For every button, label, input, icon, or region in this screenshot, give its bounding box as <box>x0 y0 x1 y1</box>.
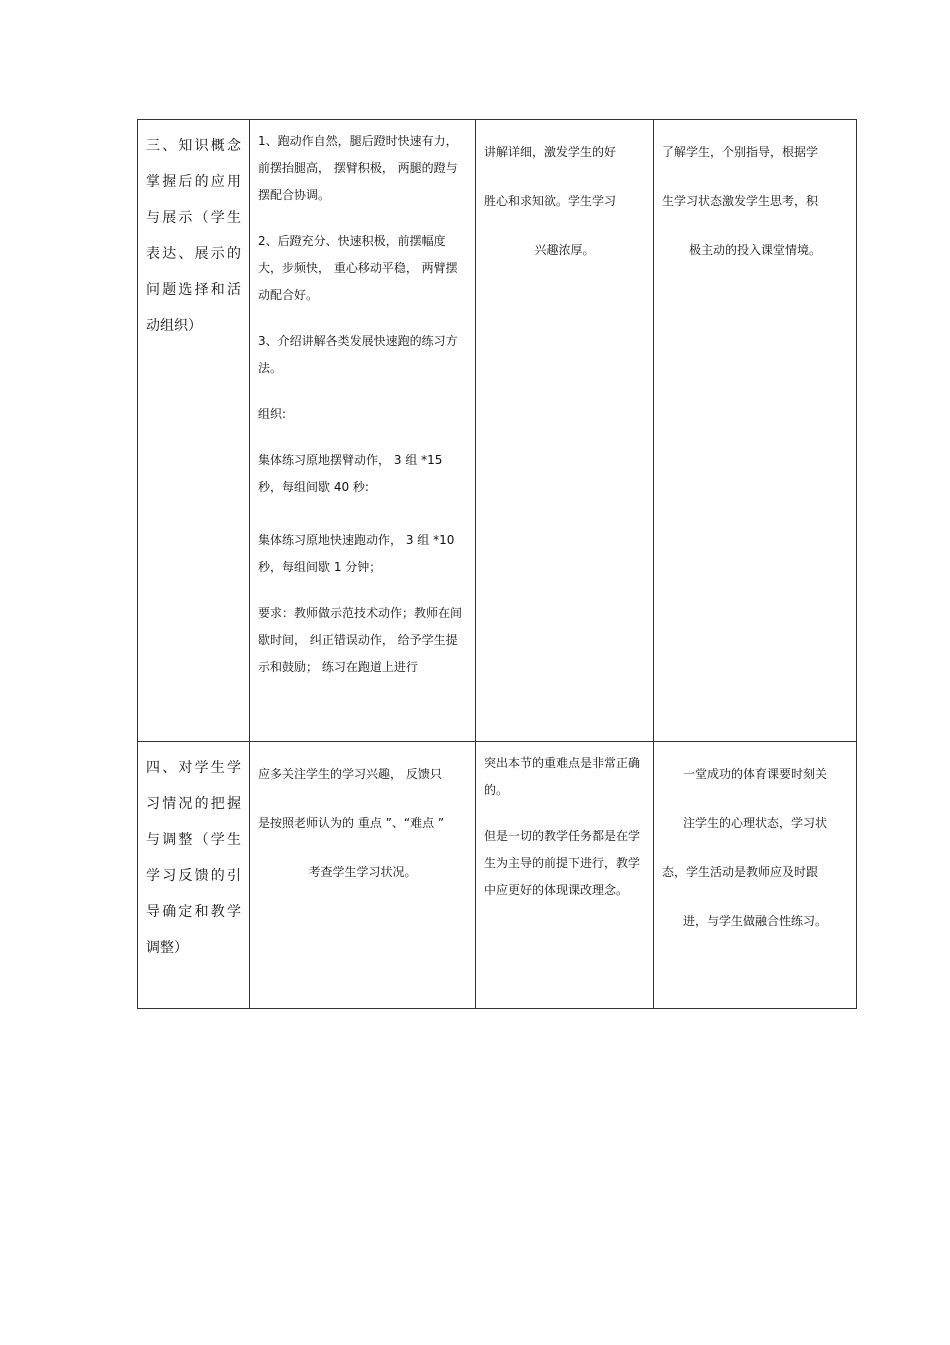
row3-content-p4: 组织: <box>258 407 287 421</box>
row4-teacher-cell <box>476 742 654 1009</box>
row3-intent-line2: 生学习状态激发学生思考，积 <box>662 194 819 208</box>
row4-intent-line2: 注学生的心理状态，学习状 <box>682 816 827 830</box>
row4-content-line1: 应多关注学生的学习兴趣， 反馈只 <box>258 767 442 781</box>
row4-teacher-p2: 但是一切的教学任务都是在学生为主导的前提下进行，教学中应更好的体现课改理念。 <box>484 829 641 897</box>
row4-content-cell <box>250 742 476 1009</box>
row3-label-cell <box>138 120 250 742</box>
row4-content-line2: 是按照老师认为的 重点 ”、“难点 ” <box>258 816 445 830</box>
row4-teacher-p1: 突出本节的重难点是非常正确的。 <box>484 756 641 797</box>
row3-teacher-cell <box>476 120 654 742</box>
table-row <box>138 742 857 1009</box>
row3-teacher-line2: 胜心和求知欲。学生学习 <box>484 194 617 208</box>
row3-intent-line1: 了解学生，个别指导，根据学 <box>662 145 819 159</box>
row3-content-cell <box>250 120 476 742</box>
row4-label: 四、对学生学习情况的把握与调整（学生学习反馈的引导确定和教学调整） <box>146 760 241 956</box>
row3-content-p2: 2、后蹬充分、快速积极，前摆幅度大，步频快， 重心移动平稳， 两臂摆动配合好。 <box>258 234 458 302</box>
row3-label: 三、知识概念掌握后的应用与展示（学生表达、展示的问题选择和活动组织） <box>146 138 241 334</box>
table-row <box>138 120 857 742</box>
row4-label-cell <box>138 742 250 1009</box>
row4-intent-line3: 态，学生活动是教师应及时跟 <box>662 865 819 879</box>
row3-teacher-line1: 讲解详细，激发学生的好 <box>484 145 617 159</box>
lesson-plan-table <box>137 119 857 1009</box>
row4-intent-line1: 一堂成功的体育课要时刻关 <box>682 767 827 781</box>
row3-content-p5: 集体练习原地摆臂动作， 3 组 *15 秒，每组间歇 40 秒: <box>258 453 443 494</box>
row3-content-p1: 1、跑动作自然，腿后蹬时快速有力，前摆抬腿高， 摆臂积极， 两腿的蹬与摆配合协调。 <box>258 134 458 202</box>
row4-content-line3: 考查学生学习状况。 <box>308 865 417 879</box>
row3-intent-cell <box>654 120 857 742</box>
row3-content-p7: 要求：教师做示范技术动作；教师在间歇时间， 纠正错误动作， 给予学生提示和鼓励； 练习在跑道上进行 <box>258 606 463 674</box>
row3-teacher-line3: 兴趣浓厚。 <box>534 243 595 257</box>
row4-intent-line4: 进，与学生做融合性练习。 <box>682 914 827 928</box>
row3-content-p3: 3、介绍讲解各类发展快速跑的练习方法。 <box>258 334 458 375</box>
row3-intent-line3: 极主动的投入课堂情境。 <box>688 243 821 257</box>
row4-intent-cell <box>654 742 857 1009</box>
row3-content-p6: 集体练习原地快速跑动作， 3 组 *10 秒，每组间歇 1 分钟； <box>258 533 455 574</box>
